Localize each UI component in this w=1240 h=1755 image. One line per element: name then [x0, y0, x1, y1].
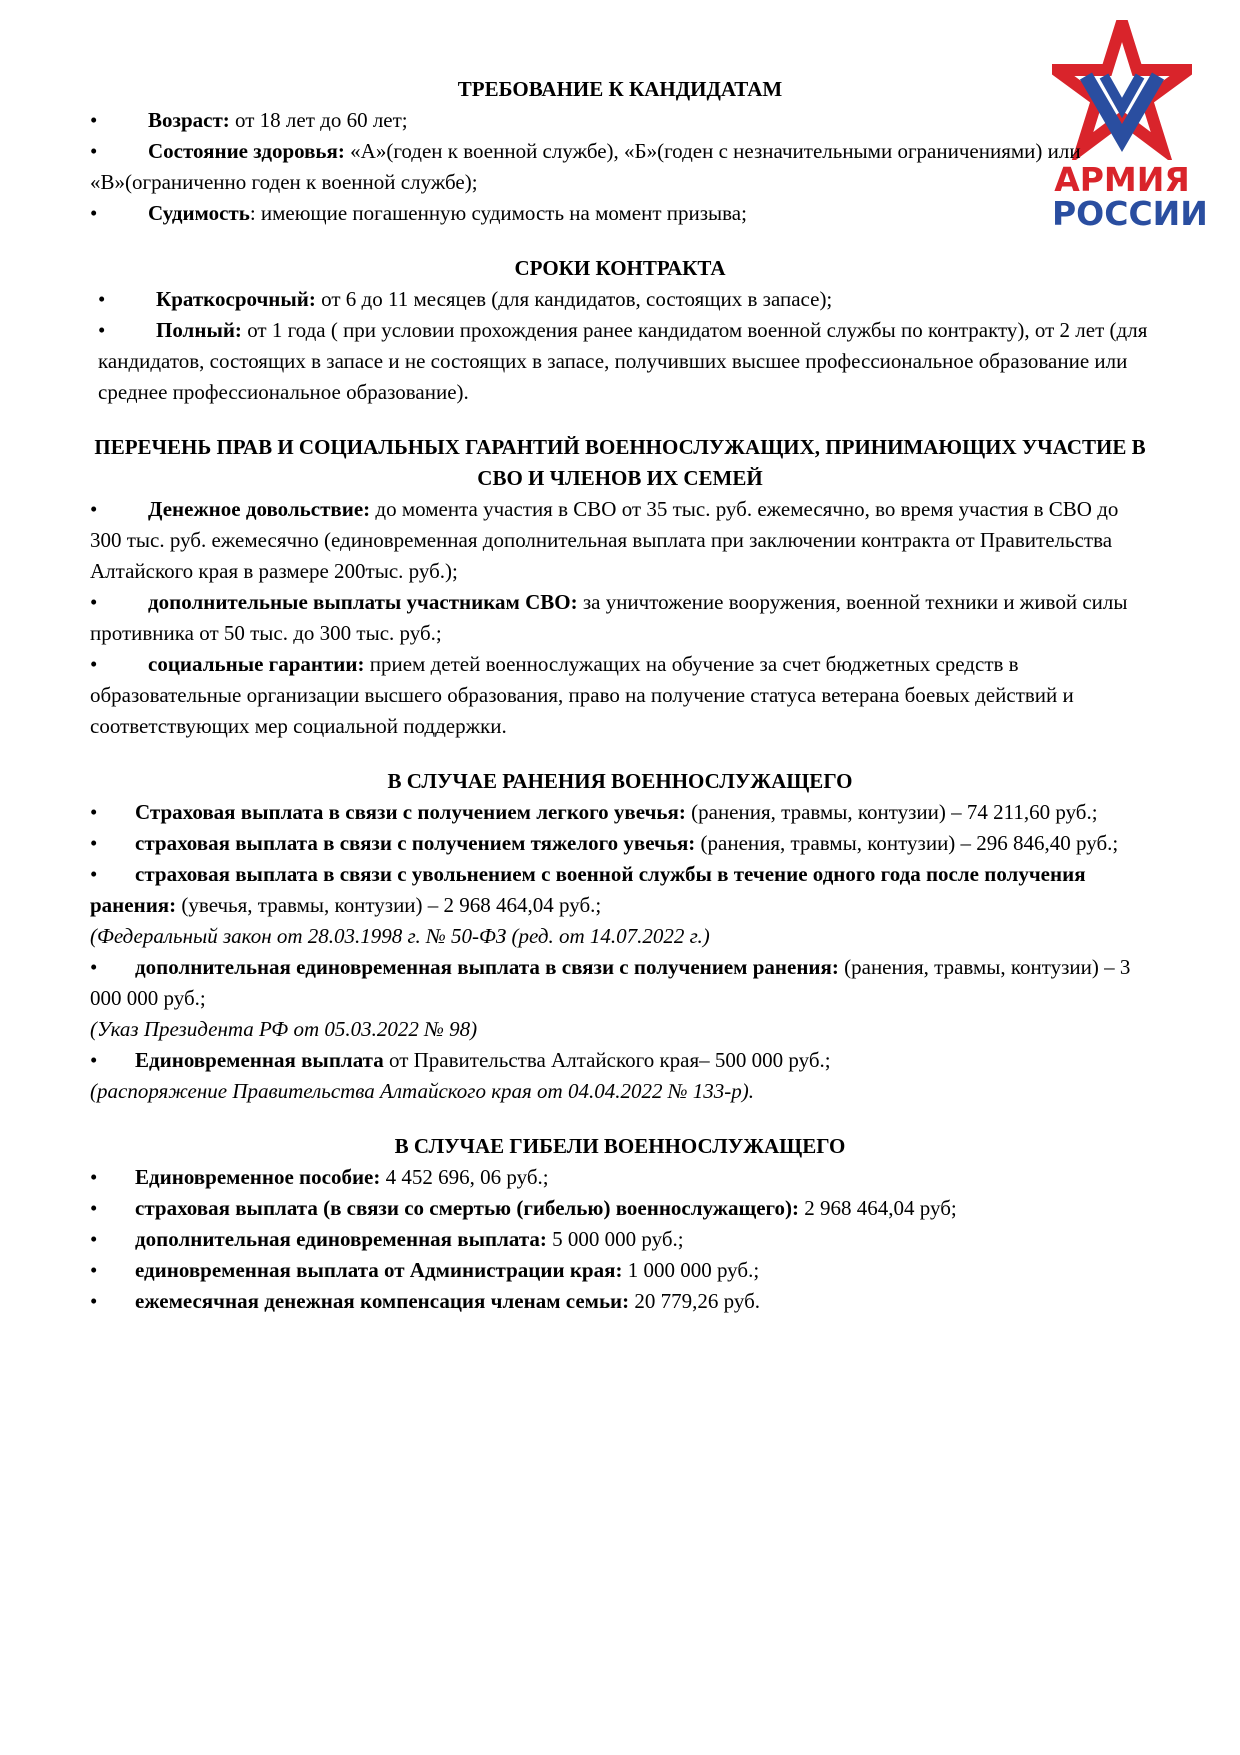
injury-title: В СЛУЧАЕ РАНЕНИЯ ВОЕННОСЛУЖАЩЕГО	[387, 769, 853, 793]
list-item: • Судимость: имеющие погашенную судимость на момент призыва;	[90, 198, 1150, 229]
list-item: • дополнительная единовременная выплата в связи с получением ранения: (ранения, травмы, контузии) – 3 000 000 руб.;	[90, 952, 1150, 1014]
bullet: •	[90, 1227, 98, 1251]
list-item: • Единовременная выплата от Правительства Алтайского края– 500 000 руб.;	[90, 1045, 1150, 1076]
list-item: • ежемесячная денежная компенсация членам семьи: 20 779,26 руб.	[90, 1286, 1150, 1317]
logo-text-line1: АРМИЯ	[1054, 160, 1190, 199]
list-item: • дополнительная единовременная выплата: 5 000 000 руб.;	[90, 1224, 1150, 1255]
bullet: •	[90, 108, 98, 132]
legal-reference-note: (распоряжение Правительства Алтайского края от 04.04.2022 № 133-р).	[90, 1079, 755, 1103]
contract-section	[90, 253, 1150, 408]
document-body	[90, 74, 1150, 1341]
logo-text-line2: РОССИИ	[1052, 194, 1208, 233]
bullet: •	[90, 1289, 98, 1313]
bullet: •	[90, 590, 98, 614]
list-item: • страховая выплата в связи с увольнением с военной службы в течение одного года после получения ранения: (увечья, травмы, контузии) – 2 968 464,04 руб.;	[90, 859, 1150, 921]
bullet: •	[90, 955, 98, 979]
list-item: • страховая выплата в связи с получением тяжелого увечья: (ранения, травмы, контузии) – 296 846,40 руб.;	[90, 828, 1150, 859]
bullet: •	[90, 1258, 98, 1282]
death-section	[90, 1131, 1150, 1317]
legal-reference-note: (Федеральный закон от 28.03.1998 г. № 50-ФЗ (ред. от 14.07.2022 г.)	[90, 924, 710, 948]
bullet: •	[90, 201, 98, 225]
requirements-title: ТРЕБОВАНИЕ К КАНДИДАТАМ	[457, 77, 783, 101]
list-item: • Денежное довольствие: до момента участия в СВО от 35 тыс. руб. ежемесячно, во время участия в СВО до 300 тыс. руб. ежемесячно (единовременная дополнительная выплата при заключении контракта от Правительства Алтайского края в размере 200тыс. руб.);	[90, 494, 1150, 587]
bullet: •	[90, 1165, 98, 1189]
list-item: • Единовременное пособие: 4 452 696, 06 руб.;	[90, 1162, 1150, 1193]
injury-section	[90, 766, 1150, 1107]
list-item: • дополнительные выплаты участникам СВО: за уничтожение вооружения, военной техники и живой силы противника от 50 тыс. до 300 тыс. руб.;	[90, 587, 1150, 649]
bullet: •	[90, 497, 98, 521]
death-title: В СЛУЧАЕ ГИБЕЛИ ВОЕННОСЛУЖАЩЕГО	[394, 1134, 846, 1158]
bullet: •	[90, 862, 98, 886]
bullet: •	[98, 287, 106, 311]
contract-title: СРОКИ КОНТРАКТА	[514, 256, 726, 280]
legal-reference-note: (Указ Президента РФ от 05.03.2022 № 98)	[90, 1017, 478, 1041]
list-item: • Краткосрочный: от 6 до 11 месяцев (для кандидатов, состоящих в запасе);	[90, 284, 1150, 315]
bullet: •	[90, 652, 98, 676]
list-item: • страховая выплата (в связи со смертью (гибелью) военнослужащего): 2 968 464,04 руб;	[90, 1193, 1150, 1224]
list-item: • Страховая выплата в связи с получением легкого увечья: (ранения, травмы, контузии) – 74 211,60 руб.;	[90, 797, 1150, 828]
bullet: •	[90, 800, 98, 824]
list-item: • Полный: от 1 года ( при условии прохождения ранее кандидатом военной службы по контракту), от 2 лет (для кандидатов, состоящих в запасе и не состоящих в запасе, получивших высшее профессиональное образование или среднее профессиональное образование).	[90, 315, 1150, 408]
bullet: •	[90, 1048, 98, 1072]
list-item: • единовременная выплата от Администрации края: 1 000 000 руб.;	[90, 1255, 1150, 1286]
rights-section	[90, 432, 1150, 742]
list-item: • Возраст: от 18 лет до 60 лет;	[90, 105, 1150, 136]
bullet: •	[90, 139, 98, 163]
bullet: •	[90, 1196, 98, 1220]
bullet: •	[98, 318, 106, 342]
rights-title: ПЕРЕЧЕНЬ ПРАВ И СОЦИАЛЬНЫХ ГАРАНТИЙ ВОЕННОСЛУЖАЩИХ, ПРИНИМАЮЩИХ УЧАСТИЕ В СВО И ЧЛЕНОВ ИХ СЕМЕЙ	[94, 435, 1146, 490]
list-item: • социальные гарантии: прием детей военнослужащих на обучение за счет бюджетных средств в образовательные организации высшего образования, право на получение статуса ветерана боевых действий и соответствующих мер социальной поддержки.	[90, 649, 1150, 742]
list-item: • Состояние здоровья: «А»(годен к военной службе), «Б»(годен с незначительными ограничениями) или «В»(ограниченно годен к военной службе);	[90, 136, 1150, 198]
bullet: •	[90, 831, 98, 855]
requirements-section	[90, 74, 1150, 229]
